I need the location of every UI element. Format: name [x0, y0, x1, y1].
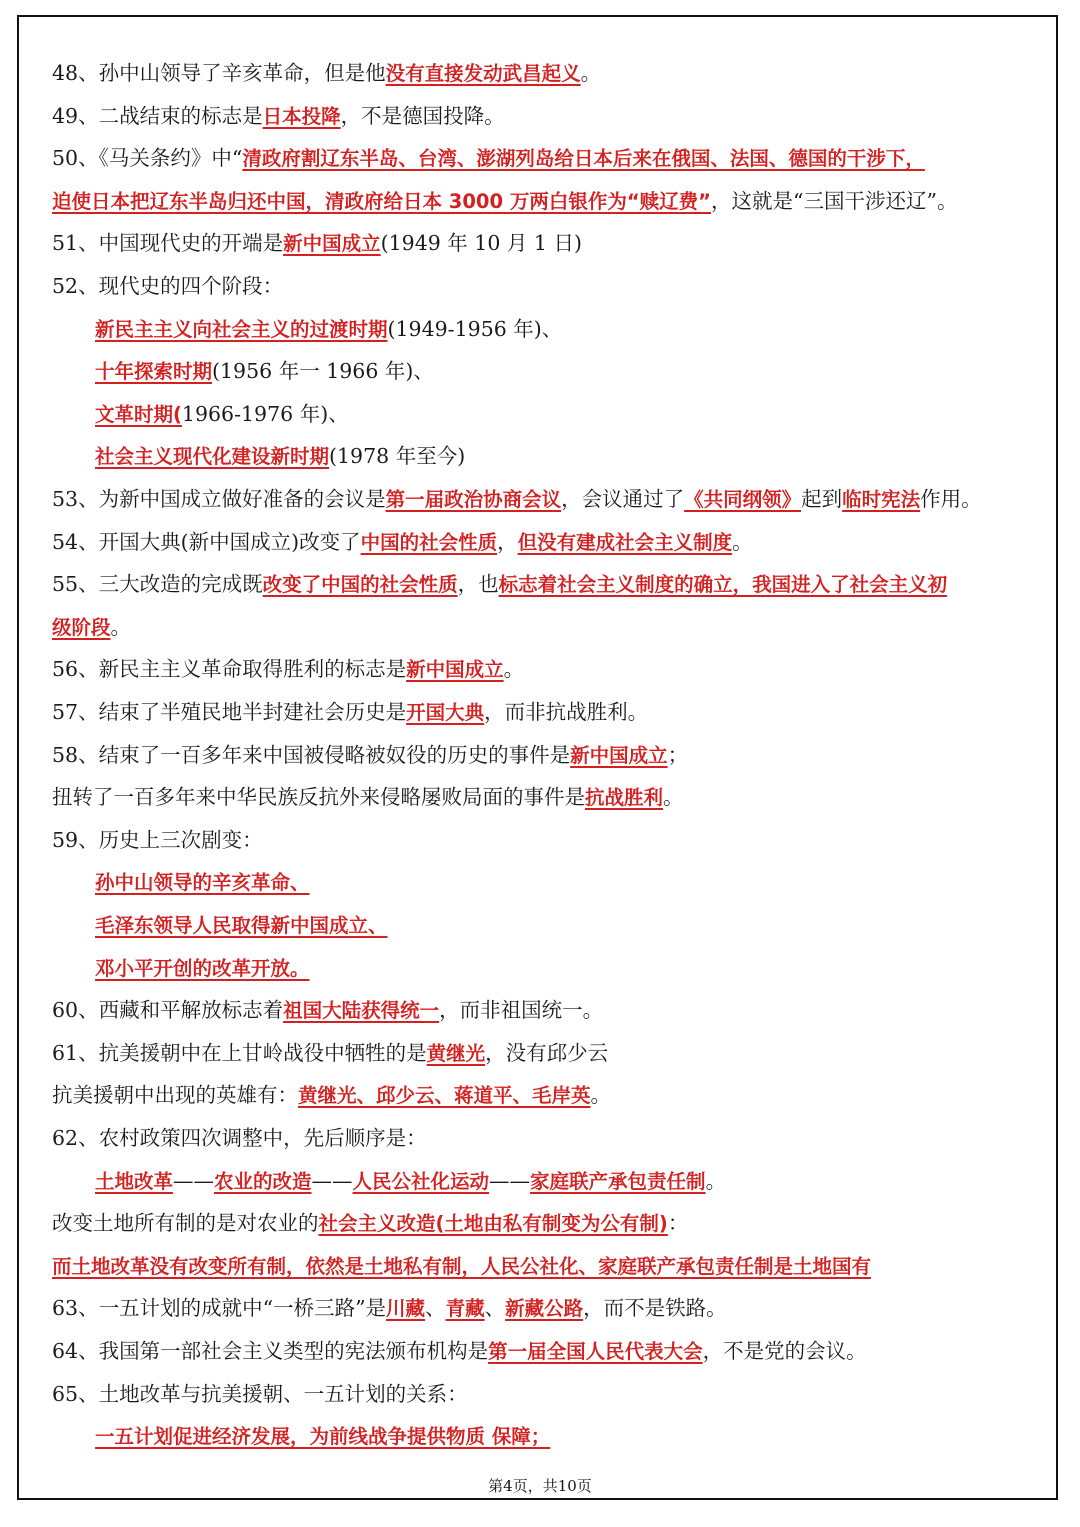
text-line — [95, 393, 1032, 435]
body-text: 48、孙中山领导了辛亥革命，但是他 — [52, 61, 386, 85]
highlighted-key-point: 抗战胜利 — [585, 786, 664, 810]
text-line — [52, 521, 1032, 563]
body-text: 1966-1976 年)、 — [181, 401, 349, 426]
highlighted-key-point: 川藏 — [386, 1297, 426, 1321]
text-line — [52, 563, 1032, 605]
highlighted-key-point: 第一届政治协商会议 — [385, 488, 562, 511]
body-text: 。 — [503, 657, 525, 682]
text-line — [52, 1202, 1032, 1244]
text-line — [95, 947, 1032, 989]
text-line — [52, 1245, 1032, 1287]
body-text: ，也 — [457, 572, 499, 597]
body-text: 53、为新中国成立做好准备的会议是 — [52, 487, 386, 511]
text-line — [52, 989, 1032, 1031]
text-line — [52, 776, 1032, 818]
text-line — [95, 1415, 1032, 1457]
body-text: 、 — [484, 1296, 506, 1321]
text-line — [52, 1287, 1032, 1329]
text-line — [52, 734, 1032, 776]
body-text: 54、开国大典(新中国成立)改变了 — [52, 529, 361, 554]
highlighted-key-point: 十年探索时期 — [95, 360, 213, 384]
body-text: (1949-1956 年)、 — [387, 316, 563, 341]
body-text: 、 — [425, 1296, 446, 1321]
highlighted-key-point: 文革时期( — [95, 402, 182, 426]
body-text: (1956 年一 1966 年)、 — [212, 359, 434, 384]
body-text: ： — [667, 1211, 689, 1236]
text-line — [52, 1032, 1032, 1074]
body-text: 。 — [580, 61, 602, 85]
body-text: 作用。 — [920, 487, 982, 511]
highlighted-key-point: 而土地改革没有改变所有制，依然是土地私有制，人民公社化、家庭联产承包责任制是土地国有 — [52, 1254, 872, 1278]
page-footer: 第4页，共10页 — [488, 1477, 592, 1495]
highlighted-key-point: 黄继光、邱少云、蒋道平、毛岸英 — [298, 1084, 591, 1108]
highlighted-key-point: 标志着社会主义制度的确立，我国进入了社会主义初 — [498, 573, 948, 597]
highlighted-key-point: 新藏公路 — [505, 1297, 584, 1321]
highlighted-key-point: 土地改革 — [95, 1169, 174, 1193]
highlighted-key-point: 农业的改造 — [214, 1169, 312, 1193]
text-line — [52, 1117, 1032, 1159]
body-text: 改变土地所有制的是对农业的 — [52, 1211, 319, 1236]
body-text: 63、一五计划的成就中“一桥三路”是 — [52, 1296, 387, 1321]
body-text: 50、《马关条约》中“ — [52, 146, 243, 171]
body-text: ； — [667, 742, 689, 767]
highlighted-key-point: 改变了中国的社会性质 — [262, 573, 458, 597]
highlighted-key-point: 家庭联产承包责任制 — [530, 1169, 706, 1193]
body-text: 49、二战结束的标志是 — [52, 103, 263, 128]
highlighted-key-point: 毛泽东领导人民取得新中国成立、 — [95, 914, 388, 937]
highlighted-key-point: 临时宪法 — [842, 488, 921, 511]
body-text: 59、历史上三次剧变： — [52, 827, 263, 852]
highlighted-key-point: 新中国成立 — [406, 658, 504, 682]
highlighted-key-point: 迫使日本把辽东半岛归还中国，清政府给日本 3000 万两白银作为“赎辽费” — [52, 189, 711, 213]
highlighted-key-point: 清政府割辽东半岛、台湾、澎湖列岛给日本后来在俄国、法国、德国的干涉下， — [242, 147, 925, 171]
body-text: 64、我国第一部社会主义类型的宪法颁布机构是 — [52, 1339, 489, 1363]
text-line — [52, 648, 1032, 690]
text-line — [95, 350, 1032, 392]
body-text: ，不是党的会议。 — [702, 1339, 867, 1363]
text-line — [95, 308, 1032, 350]
body-text: 。 — [110, 614, 132, 639]
body-text: —— — [173, 1168, 215, 1193]
highlighted-key-point: 开国大典 — [406, 701, 485, 724]
body-text: 62、农村政策四次调整中，先后顺序是： — [52, 1126, 427, 1150]
highlighted-key-point: 但没有建成社会主义制度 — [517, 530, 733, 554]
body-text: 61、抗美援朝中在上甘岭战役中牺牲的是 — [52, 1040, 427, 1065]
body-text: (1978 年至今) — [329, 444, 466, 469]
highlighted-key-point: 第一届全国人民代表大会 — [488, 1340, 703, 1363]
highlighted-key-point: 青藏 — [445, 1297, 485, 1321]
body-text: 51、中国现代史的开端是 — [52, 231, 284, 256]
highlighted-key-point: 一五计划促进经济发展，为前线战争提供物质 保障； — [95, 1425, 551, 1449]
highlighted-key-point: 《共同纲领》 — [684, 488, 802, 511]
text-line — [95, 861, 1032, 903]
text-line — [52, 1074, 1032, 1116]
body-text: 起到 — [801, 487, 843, 511]
body-text: 58、结束了一百多年来中国被侵略被奴役的历史的事件是 — [52, 742, 571, 767]
highlighted-key-point: 祖国大陆获得统一 — [283, 999, 440, 1023]
body-text: 扭转了一百多年来中华民族反抗外来侵略屡败局面的事件是 — [52, 785, 585, 810]
highlighted-key-point: 新中国成立 — [283, 232, 381, 256]
body-text: —— — [489, 1168, 531, 1193]
body-text: 55、三大改造的完成既 — [52, 572, 263, 597]
body-text: 。 — [663, 785, 684, 810]
highlighted-key-point: 社会主义现代化建设新时期 — [95, 445, 330, 469]
highlighted-key-point: 日本投降 — [262, 104, 341, 128]
text-line — [95, 1160, 1032, 1202]
text-line — [52, 819, 1032, 861]
highlighted-key-point: 人民公社化运动 — [352, 1169, 490, 1193]
text-line — [52, 137, 1032, 179]
body-text: 。 — [590, 1083, 612, 1108]
highlighted-key-point: 邓小平开创的改革开放。 — [95, 956, 310, 980]
body-text: ，会议通过了 — [561, 487, 685, 511]
body-text: ，而不是铁路。 — [583, 1296, 727, 1321]
text-line — [52, 95, 1032, 137]
body-text: 60、西藏和平解放标志着 — [52, 998, 284, 1023]
text-line — [52, 52, 1032, 94]
highlighted-key-point: 黄继光 — [426, 1041, 486, 1065]
highlighted-key-point: 没有直接发动武昌起义 — [385, 62, 581, 85]
highlighted-key-point: 中国的社会性质 — [360, 530, 498, 554]
body-text: (1949 年 10 月 1 日) — [380, 231, 582, 256]
body-text: 56、新民主主义革命取得胜利的标志是 — [52, 657, 407, 682]
highlighted-key-point: 级阶段 — [52, 615, 111, 639]
highlighted-key-point: 新民主主义向社会主义的过渡时期 — [95, 317, 388, 341]
text-line — [52, 265, 1032, 307]
text-line — [52, 180, 1032, 222]
text-line — [52, 1330, 1032, 1372]
highlighted-key-point: 新中国成立 — [570, 743, 668, 767]
body-text: ， — [497, 529, 518, 554]
body-text: 抗美援朝中出现的英雄有： — [52, 1083, 298, 1108]
text-line — [95, 904, 1032, 946]
body-text: ，而非祖国统一。 — [439, 998, 604, 1023]
body-text: 。 — [705, 1168, 727, 1193]
body-text: 65、土地改革与抗美援朝、一五计划的关系： — [52, 1381, 468, 1406]
body-text: 52、现代史的四个阶段： — [52, 274, 284, 298]
body-text: —— — [311, 1168, 353, 1193]
body-text: 57、结束了半殖民地半封建社会历史是 — [52, 700, 407, 724]
highlighted-key-point: 孙中山领导的辛亥革命、 — [95, 871, 310, 895]
text-line — [52, 478, 1032, 520]
body-text: 。 — [732, 529, 753, 554]
text-line — [52, 1373, 1032, 1415]
text-line — [52, 222, 1032, 264]
body-text: ，这就是“三国干涉还辽”。 — [710, 188, 958, 213]
body-text: ，不是德国投降。 — [340, 103, 505, 128]
body-text: ，没有邱少云 — [485, 1040, 609, 1065]
highlighted-key-point: 社会主义改造(土地由私有制变为公有制) — [318, 1212, 668, 1236]
text-line — [95, 435, 1032, 477]
text-line — [52, 691, 1032, 733]
text-line — [52, 606, 1032, 648]
body-text: ，而非抗战胜利。 — [484, 700, 649, 724]
